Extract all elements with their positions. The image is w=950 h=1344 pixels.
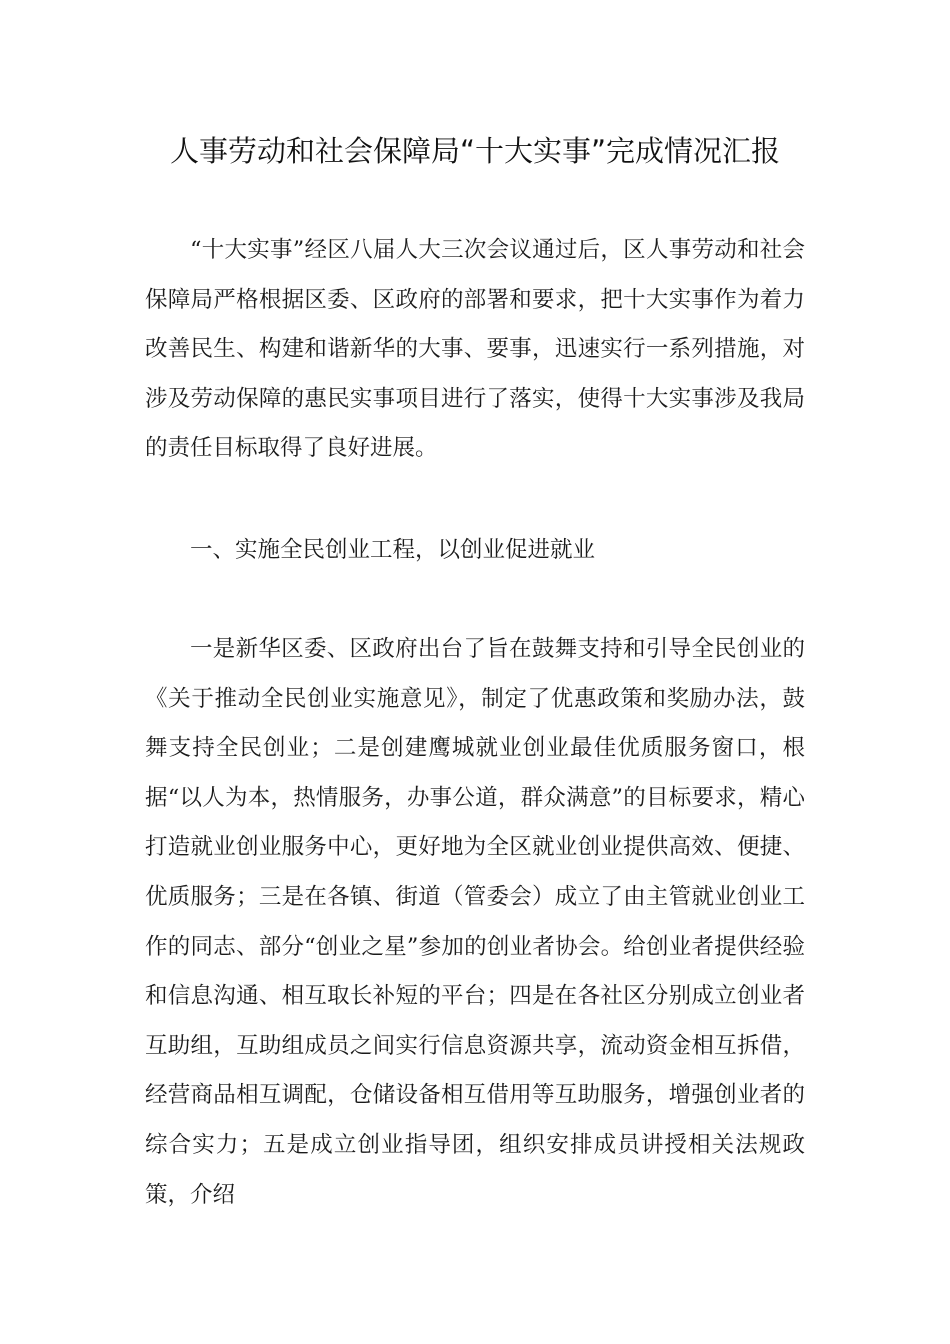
document-title: 人事劳动和社会保障局“十大实事”完成情况汇报 bbox=[169, 134, 781, 168]
intro-paragraph: “十大实事”经区八届人大三次会议通过后，区人事劳动和社会保障局严格根据区委、区政府的部署和要求，把十大实事作为着力改善民生、构建和谐新华的大事、要事，迅速实行一系列措施，对涉及劳动保障的惠民实事项目进行了落实，使得十大实事涉及我局的责任目标取得了良好进展。 bbox=[145, 237, 805, 462]
section-paragraph: 一是新华区委、区政府出台了旨在鼓舞支持和引导全民创业的《关于推动全民创业实施意见》，制定了优惠政策和奖励办法，鼓舞支持全民创业；二是创建鹰城就业创业最佳优质服务窗口，根据“以人为本，热情服务，办事公道，群众满意”的目标要求，精心打造就业创业服务中心，更好地为全区就业创业提供高效、便捷、优质服务；三是在各镇、街道（管委会）成立了由主管就业创业工作的同志、部分“创业之星”参加的创业者协会。给创业者提供经验和信息沟通、相互取长补短的平台；四是在各社区分别成立创业者互助组，互助组成员之间实行信息资源共享，流动资金相互拆借，经营商品相互调配，仓储设备相互借用等互助服务，增强创业者的综合实力；五是成立创业指导团，组织安排成员讲授相关法规政策，介绍 bbox=[145, 636, 805, 1208]
section-heading: 一、实施全民创业工程，以创业促进就业 bbox=[190, 537, 596, 563]
